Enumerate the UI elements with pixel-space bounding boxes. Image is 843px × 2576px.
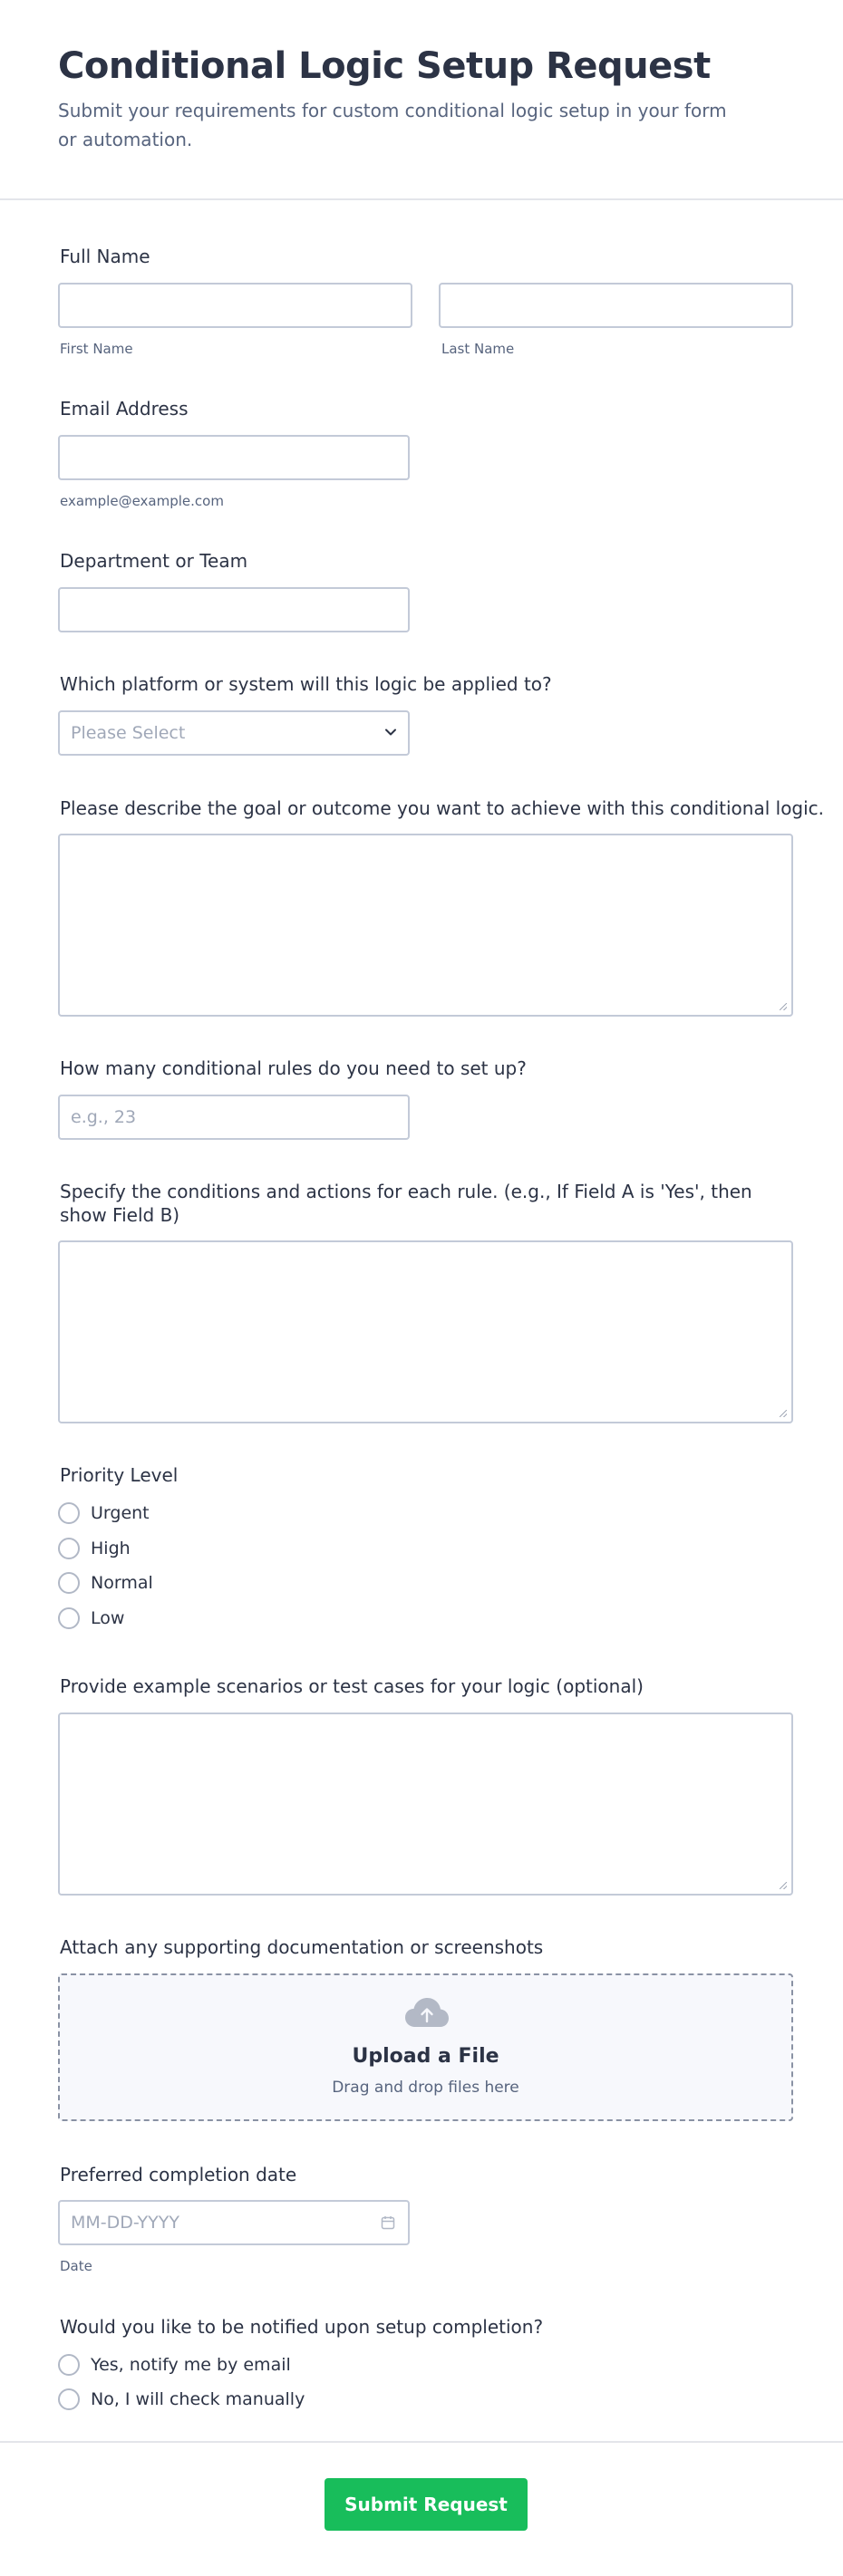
notify-label: Would you like to be notified upon setup completion? [60,2316,544,2338]
platform-select[interactable] [58,710,410,756]
page-title: Conditional Logic Setup Request [58,45,711,87]
scenarios-label: Provide example scenarios or test cases for your logic (optional) [60,1675,644,1697]
priority-option-normal[interactable] [58,1570,153,1596]
radio-button[interactable] [58,1572,80,1594]
date-placeholder: MM-DD-YYYY [71,2213,179,2233]
radio-label: Yes, notify me by email [91,2355,291,2375]
radio-button[interactable] [58,2354,80,2376]
full-name-label: Full Name [60,246,150,267]
priority-option-urgent[interactable] [58,1500,150,1526]
priority-option-high[interactable] [58,1536,131,1561]
priority-option-low[interactable] [58,1606,124,1631]
goal-textarea[interactable] [58,834,793,1017]
radio-button[interactable] [58,1607,80,1629]
completion-date-label: Preferred completion date [60,2164,297,2185]
conditions-textarea[interactable] [58,1240,793,1423]
resize-handle-icon[interactable] [780,1410,787,1417]
goal-label: Please describe the goal or outcome you want to achieve with this conditional logic. [60,797,825,819]
resize-handle-icon[interactable] [780,1882,787,1889]
email-sublabel: example@example.com [60,493,224,509]
rules-count-label: How many conditional rules do you need to set up? [60,1057,527,1079]
cloud-upload-icon [404,1997,450,2028]
priority-label: Priority Level [60,1464,179,1486]
form-header [0,0,843,200]
calendar-icon[interactable] [381,2215,395,2230]
file-upload-dropzone[interactable] [58,1973,793,2121]
radio-label: Normal [91,1573,153,1593]
last-name-sublabel: Last Name [441,341,515,357]
radio-label: Low [91,1608,125,1628]
conditions-label: Specify the conditions and actions for each rule. (e.g., If Field A is 'Yes', then show Field B) [60,1181,752,1226]
chevron-down-icon [384,726,397,738]
form-footer [0,2441,843,2576]
radio-button[interactable] [58,1502,80,1524]
notify-option-yes[interactable] [58,2352,291,2378]
notify-option-no[interactable] [58,2387,305,2412]
radio-button[interactable] [58,2388,80,2410]
scenarios-textarea[interactable] [58,1713,793,1896]
department-input[interactable] [58,587,410,632]
radio-label: No, I will check manually [91,2389,305,2409]
completion-date-sublabel: Date [60,2258,92,2274]
completion-date-input[interactable] [58,2200,410,2245]
first-name-input[interactable] [58,283,412,328]
submit-button[interactable]: Submit Request [325,2478,528,2531]
radio-button[interactable] [58,1538,80,1559]
upload-title: Upload a File [352,2045,499,2068]
first-name-sublabel: First Name [60,341,133,357]
department-label: Department or Team [60,550,248,572]
platform-select-value: Please Select [71,723,186,743]
upload-hint: Drag and drop files here [332,2079,519,2097]
radio-label: High [91,1539,131,1558]
attachments-label: Attach any supporting documentation or screenshots [60,1936,544,1958]
page-subtitle: Submit your requirements for custom conditional logic setup in your form or automation. [58,100,727,150]
rules-count-input[interactable]: e.g., 23 [58,1095,410,1140]
platform-label: Which platform or system will this logic be applied to? [60,673,552,695]
radio-label: Urgent [91,1503,150,1523]
resize-handle-icon[interactable] [780,1003,787,1010]
email-label: Email Address [60,398,189,420]
last-name-input[interactable] [439,283,793,328]
email-input[interactable] [58,435,410,480]
